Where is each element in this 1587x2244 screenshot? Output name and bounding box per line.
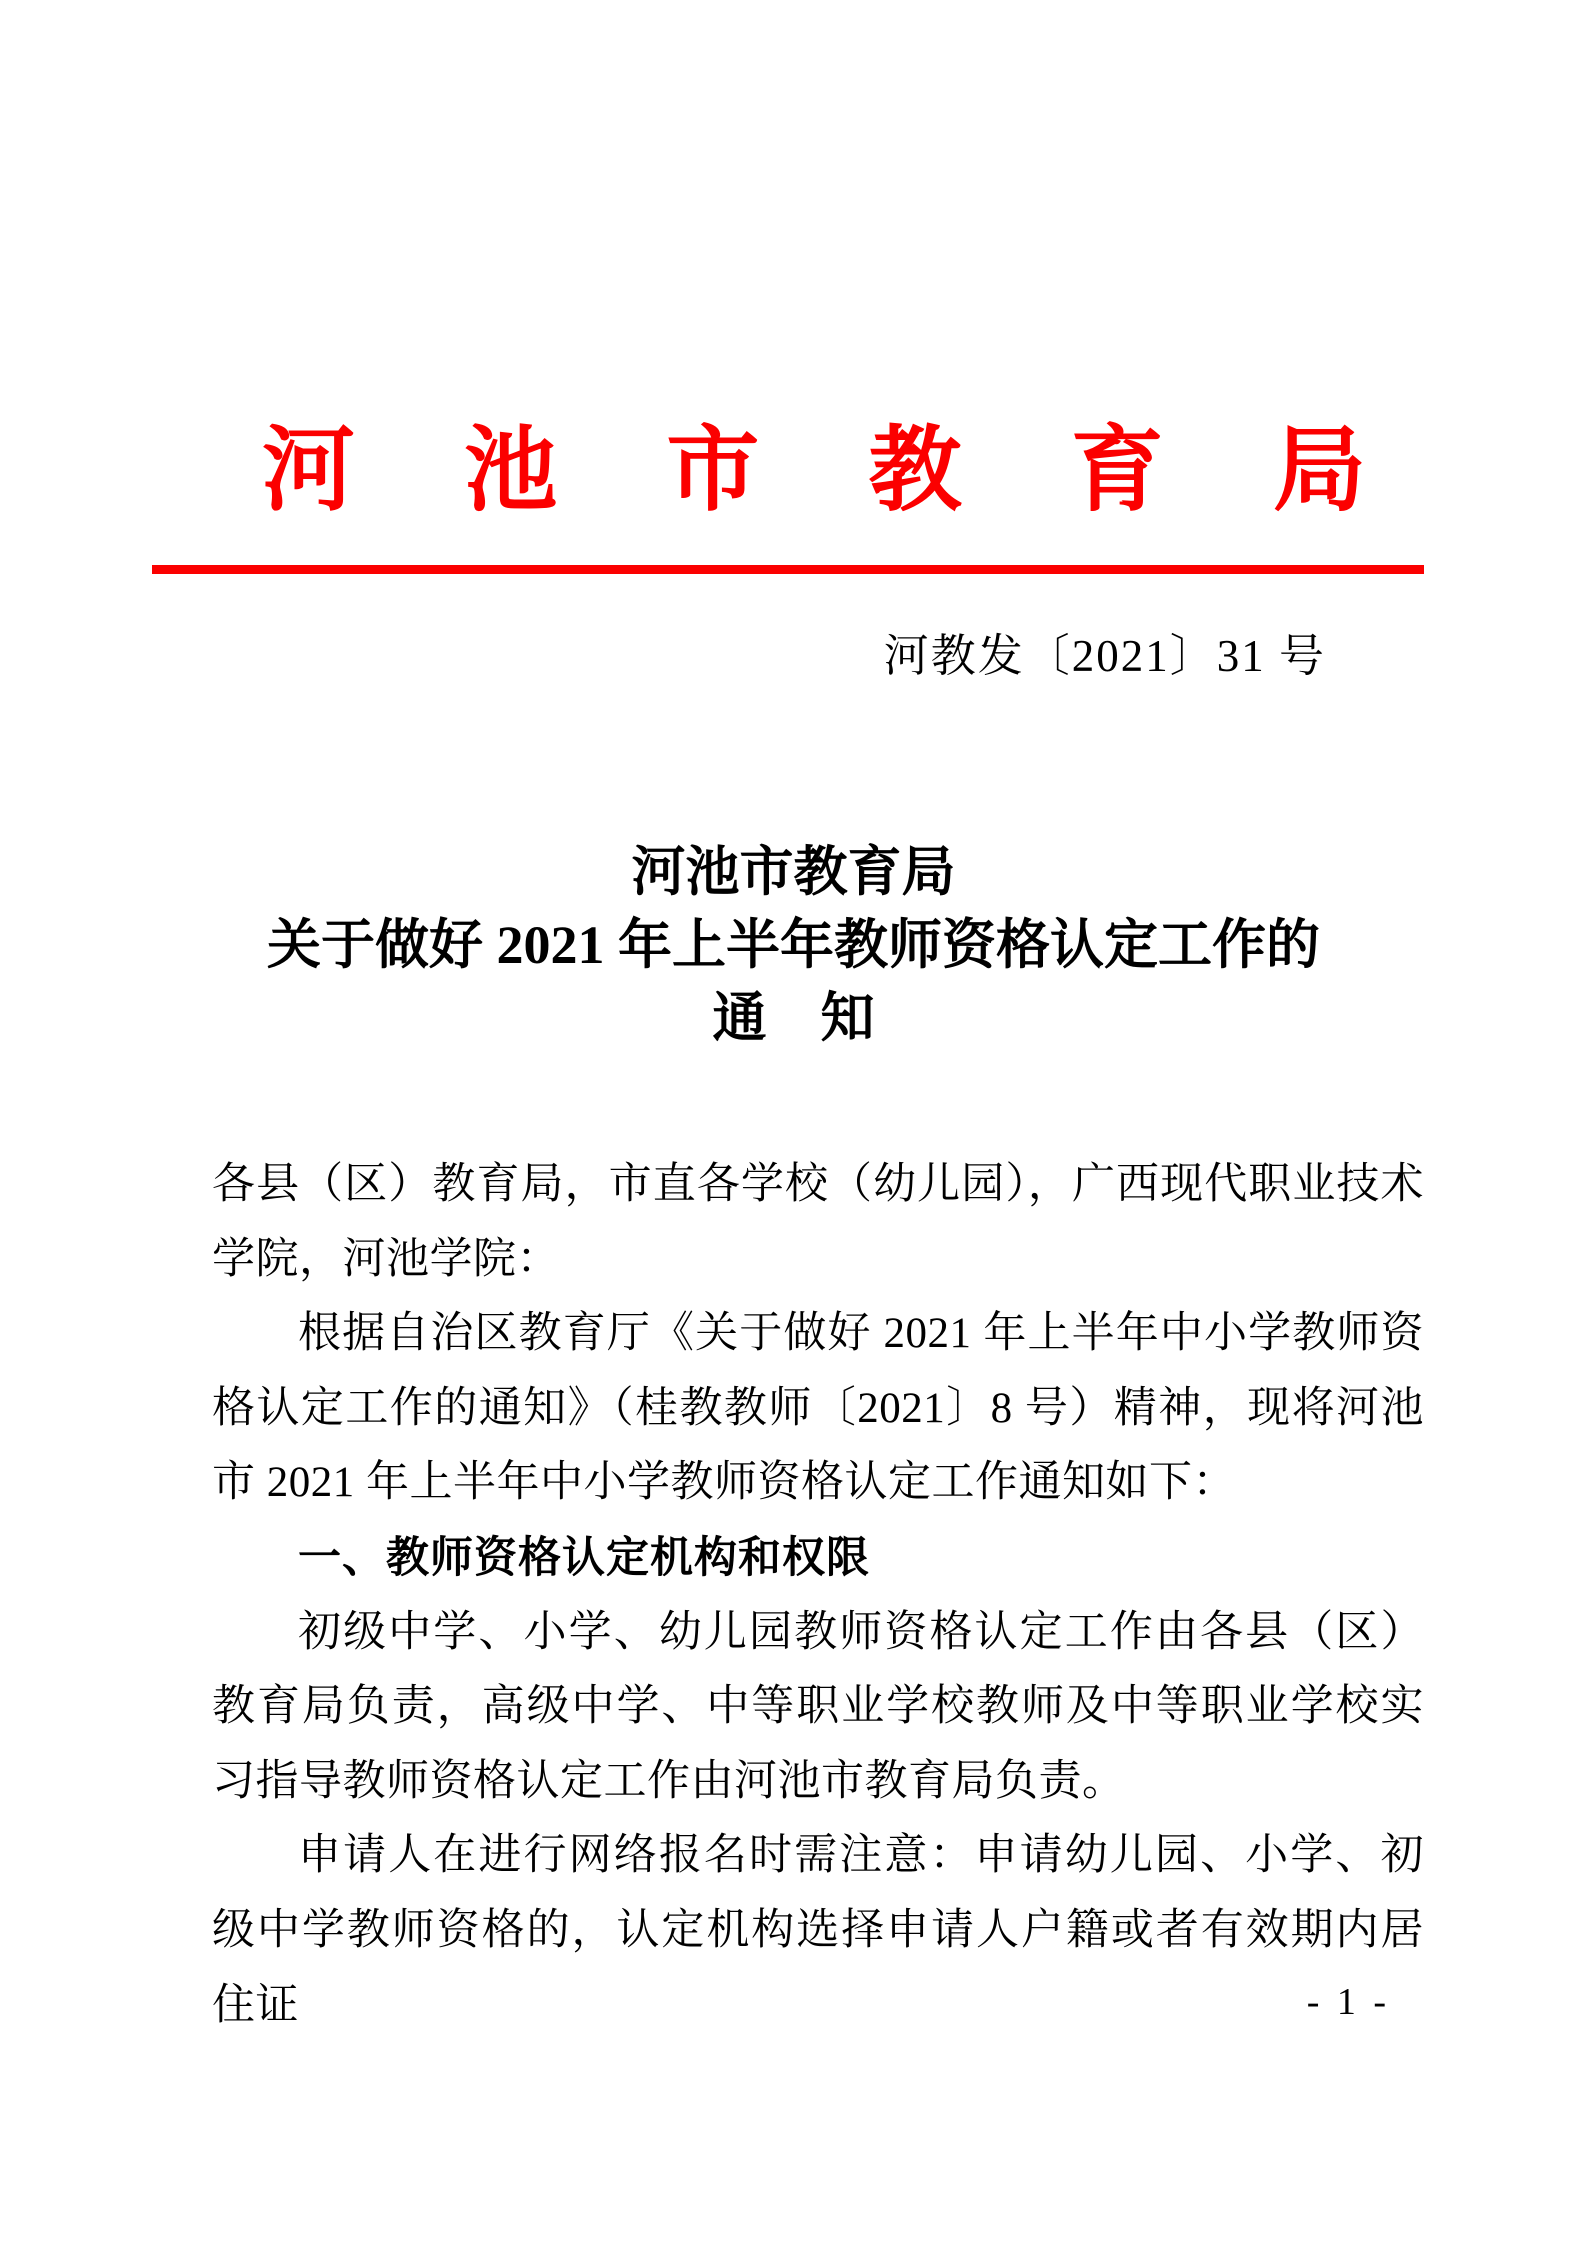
document-title-line3: 通 知 bbox=[712, 988, 875, 1048]
document-body bbox=[212, 1148, 1424, 2043]
agency-name-char: 池 bbox=[464, 420, 558, 523]
body-paragraph: 各县（区）教育局，市直各学校（幼儿园），广西现代职业技术学院，河池学院： bbox=[212, 1161, 1424, 1283]
agency-name-char: 局 bbox=[1272, 420, 1366, 523]
page-number: - 1 - bbox=[1306, 1981, 1390, 2023]
document-title-line1: 河池市教育局 bbox=[631, 842, 956, 902]
red-divider-line bbox=[152, 565, 1424, 574]
body-paragraph: 初级中学、小学、幼儿园教师资格认定工作由各县（区）教育局负责，高级中学、中等职业学校教师及中等职业学校实习指导教师资格认定工作由河池市教育局负责。 bbox=[212, 1608, 1424, 1805]
agency-name-char: 教 bbox=[868, 420, 962, 523]
section-heading: 一、教师资格认定机构和权限 bbox=[298, 1533, 870, 1582]
agency-masthead-title bbox=[262, 422, 1366, 522]
agency-name-char: 市 bbox=[666, 420, 760, 523]
body-paragraph: 根据自治区教育厅《关于做好 2021 年上半年中小学教师资格认定工作的通知》（桂教教师〔2021〕8 号）精神，现将河池市 2021 年上半年中小学教师资格认定工作通知如下： bbox=[212, 1310, 1424, 1507]
document-title bbox=[0, 836, 1587, 1055]
body-paragraph: 申请人在进行网络报名时需注意：申请幼儿园、小学、初级中学教师资格的，认定机构选择申请人户籍或者有效期内居住证 bbox=[212, 1832, 1424, 2029]
agency-name-char: 育 bbox=[1070, 420, 1164, 523]
agency-name-char: 河 bbox=[262, 420, 355, 523]
document-title-line2: 关于做好 2021 年上半年教师资格认定工作的 bbox=[267, 915, 1320, 975]
document-reference-number: 河教发〔2021〕31 号 bbox=[883, 631, 1326, 681]
